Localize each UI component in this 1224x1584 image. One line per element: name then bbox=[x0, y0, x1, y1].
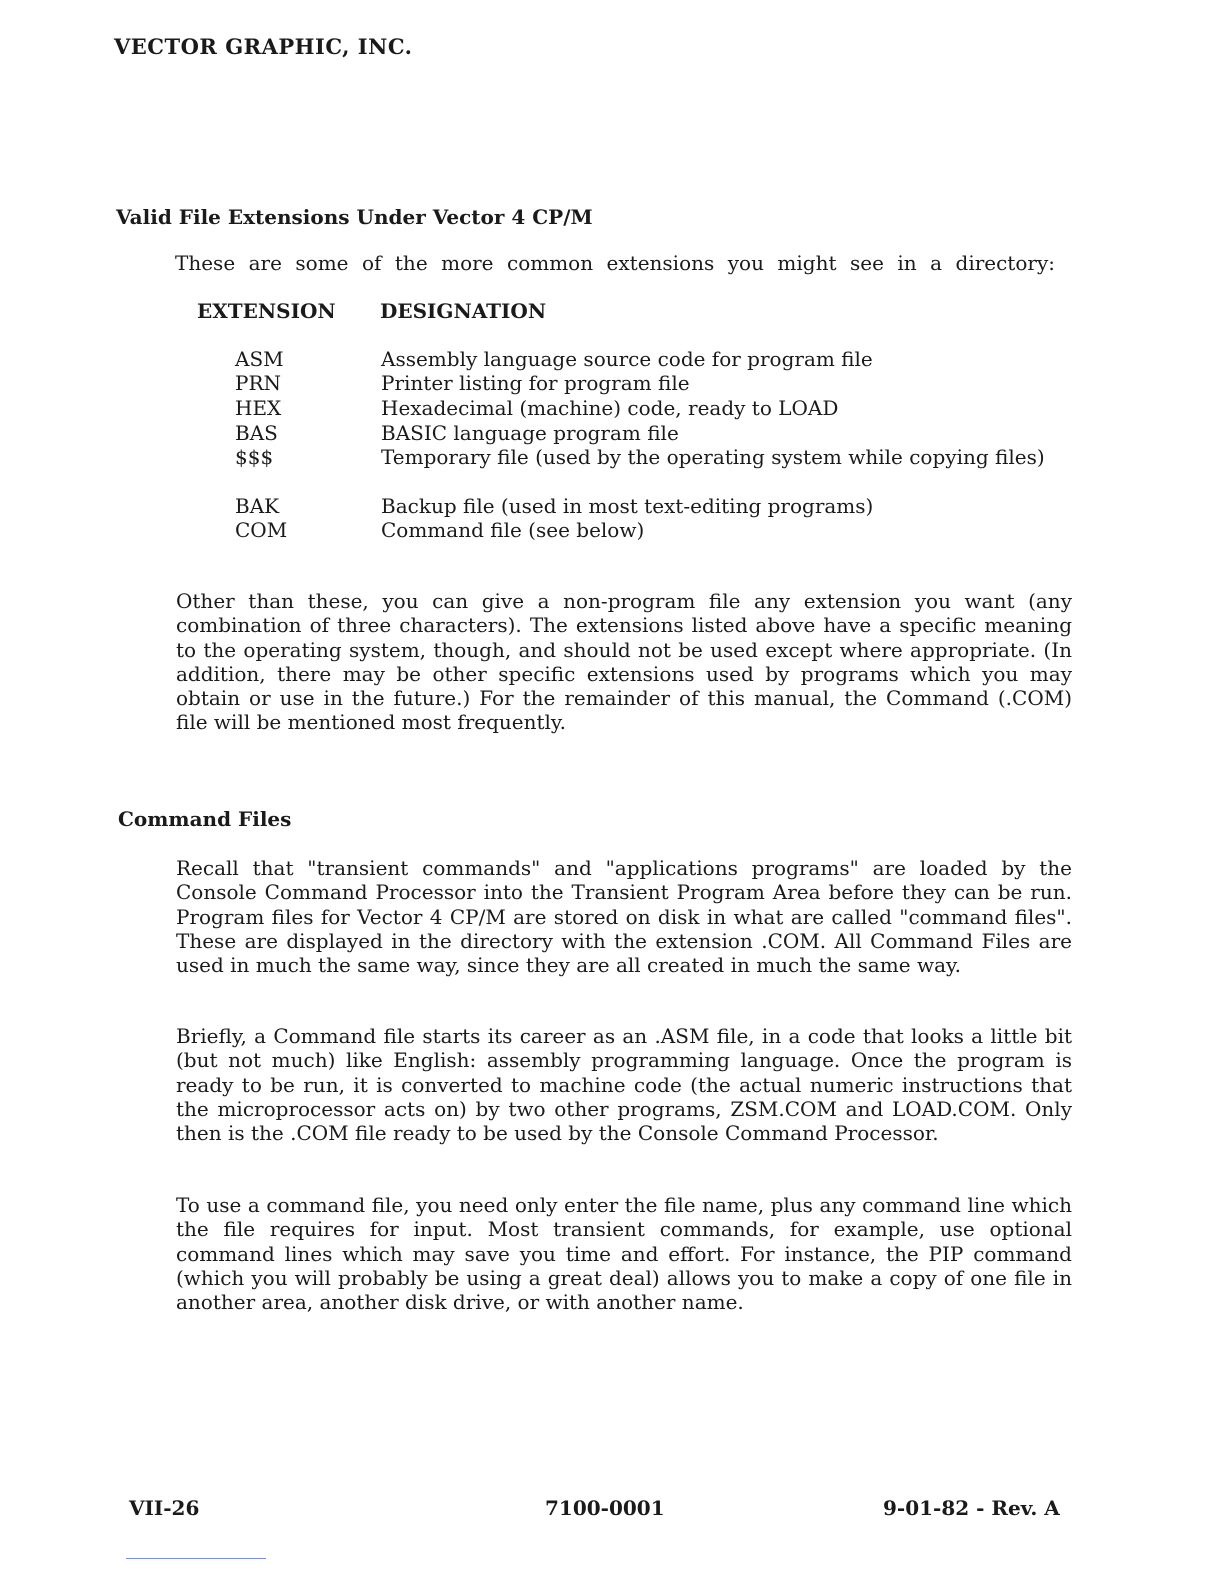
table-cell-extension: COM bbox=[235, 518, 288, 542]
table-cell-extension: PRN bbox=[235, 371, 282, 395]
table-cell-designation: Printer listing for program file bbox=[381, 371, 690, 395]
paragraph-briefly: Briefly, a Command file starts its career as an .ASM file, in a code that looks a little bit (but not much) like English: assembly programming language. Once the program is ready to be run, it is converted to machine code (the actual numeric instructions that the microprocessor acts on) by two other programs, ZSM.COM and LOAD.COM. Only then is the .COM file ready to be used by the Console Command Processor. bbox=[176, 1024, 1072, 1146]
table-cell-designation: BASIC language program file bbox=[381, 421, 679, 445]
table-cell-extension: BAK bbox=[235, 494, 280, 518]
column-header-designation: DESIGNATION bbox=[380, 299, 547, 323]
table-cell-designation: Hexadecimal (machine) code, ready to LOAD bbox=[381, 396, 839, 420]
paragraph-other-extensions: Other than these, you can give a non-program file any extension you want (any combination of three characters). The extensions listed above have a specific meaning to the operating system, though, and should not be used except where appropriate. (In addition, there may be other specific extensions used by programs which you may obtain or use in the future.) For the remainder of this manual, the Command (.COM) file will be mentioned most frequently. bbox=[176, 589, 1072, 735]
table-cell-extension: BAS bbox=[235, 421, 278, 445]
table-cell-extension: $$$ bbox=[235, 445, 274, 469]
table-cell-extension: ASM bbox=[235, 347, 284, 371]
paragraph-recall: Recall that "transient commands" and "applications programs" are loaded by the Console Command Processor into the Transient Program Area before they can be run. Program files for Vector 4 CP/M are stored on disk in what are called "command files". These are displayed in the directory with the extension .COM. All Command Files are used in much the same way, since they are all created in much the same way. bbox=[176, 856, 1072, 978]
table-cell-designation: Temporary file (used by the operating system while copying files) bbox=[381, 445, 1045, 469]
table-cell-designation: Backup file (used in most text-editing programs) bbox=[381, 494, 874, 518]
footer-page-number: VII-26 bbox=[129, 1496, 200, 1520]
table-cell-designation: Command file (see below) bbox=[381, 518, 645, 542]
section-title-command-files: Command Files bbox=[118, 807, 292, 831]
footer-revision: 9-01-82 - Rev. A bbox=[883, 1496, 1060, 1520]
column-header-extension: EXTENSION bbox=[197, 299, 336, 323]
section-title-file-extensions: Valid File Extensions Under Vector 4 CP/M bbox=[116, 205, 593, 229]
table-cell-extension: HEX bbox=[235, 396, 282, 420]
company-header: VECTOR GRAPHIC, INC. bbox=[114, 34, 413, 59]
footer-document-number: 7100-0001 bbox=[545, 1496, 665, 1520]
intro-text: These are some of the more common extensions you might see in a directory: bbox=[175, 251, 1055, 275]
footer-rule bbox=[126, 1558, 266, 1559]
table-cell-designation: Assembly language source code for program file bbox=[381, 347, 873, 371]
paragraph-to-use: To use a command file, you need only enter the file name, plus any command line which the file requires for input. Most transient commands, for example, use optional command lines which may save you time and effort. For instance, the PIP command (which you will probably be using a great deal) allows you to make a copy of one file in another area, another disk drive, or with another name. bbox=[176, 1193, 1072, 1315]
